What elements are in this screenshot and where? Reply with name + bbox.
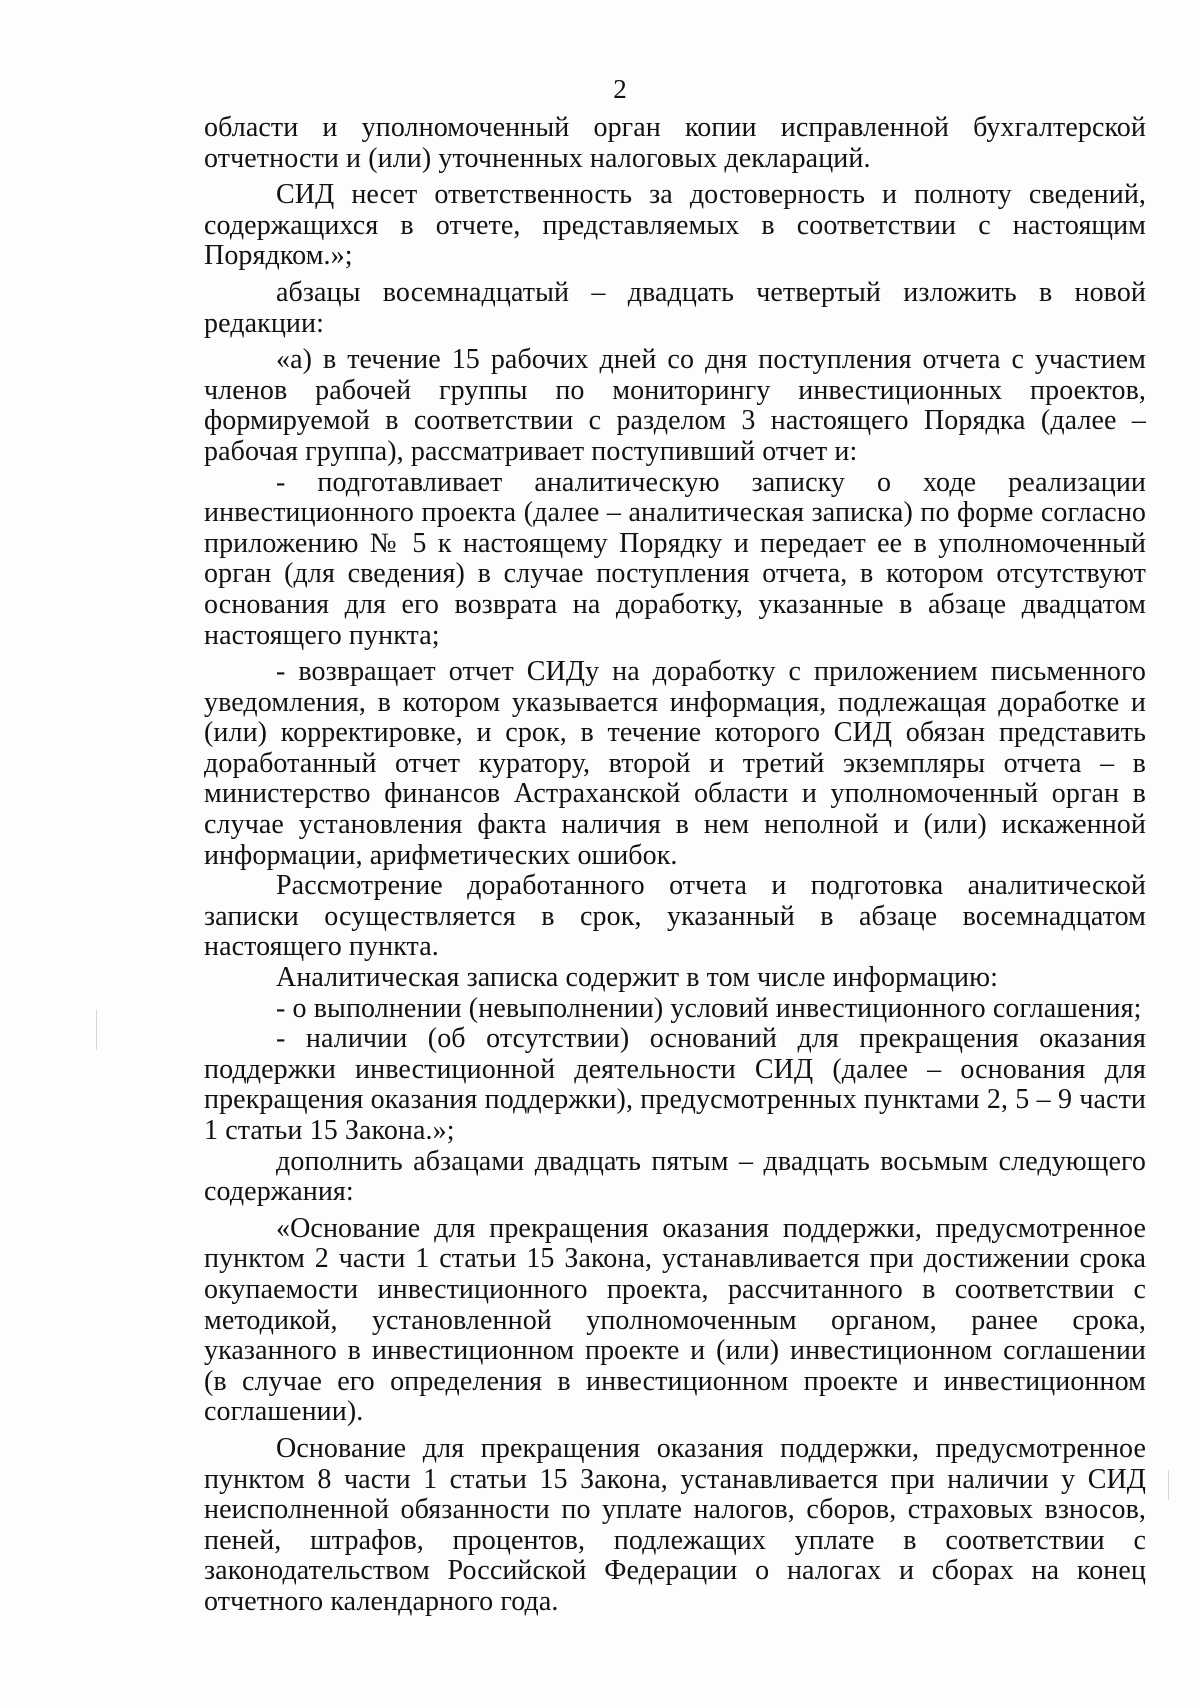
paragraph: Рассмотрение доработанного отчета и подготовка аналитической записки осуществляется в срок, указанный в абзаце восемнадцатом настоящего пункта. <box>204 870 1146 963</box>
paragraph: Аналитическая записка содержит в том числе информацию: <box>276 962 999 994</box>
paragraph: - возвращает отчет СИДу на доработку с приложением письменного уведомления, в котором указывается информация, подлежащая доработке и (или) корректировке, и срок, в течение которого СИД обязан представить доработанный отчет куратору, второй и третий экземпляры отчета – в министерство финансов Астраханской области и уполномоченный орган в случае установления факта наличия в нем неполной и (или) искаженной информации, арифметических ошибок. <box>204 656 1146 871</box>
scan-artifact-left <box>96 1010 97 1050</box>
paragraph: - о выполнении (невыполнении) условий инвестиционного соглашения; <box>276 992 1142 1024</box>
paragraph: Основание для прекращения оказания поддержки, предусмотренное пунктом 8 части 1 статьи 15 Закона, устанавливается при наличии у СИД неисполненной обязанности по уплате налогов, сборов, страховых взносов, пеней, штрафов, процентов, подлежащих уплате в соответствии с законодательством Российской Федерации о налогах и сборах на конец отчетного календарного года. <box>204 1432 1146 1617</box>
paragraph: абзацы восемнадцатый – двадцать четвертый изложить в новой редакции: <box>204 276 1146 339</box>
paragraph: - наличии (об отсутствии) оснований для прекращения оказания поддержки инвестиционной деятельности СИД (далее – основания для прекращения оказания поддержки), предусмотренных пунктами 2, 5 – 9 части 1 статьи 15 Закона.»; <box>204 1023 1146 1146</box>
scan-artifact-right <box>1168 1470 1169 1500</box>
paragraph: «Основание для прекращения оказания поддержки, предусмотренное пунктом 2 части 1 статьи 15 Закона, устанавливается при достижении срока окупаемости инвестиционного проекта, рассчитанного в соответствии с методикой, установленной уполномоченным органом, ранее срока, указанного в инвестиционном проекте и (или) инвестиционном соглашении (в случае его определения в инвестиционном проекте и инвестиционном соглашении). <box>204 1212 1146 1428</box>
paragraph: - подготавливает аналитическую записку о ходе реализации инвестиционного проекта (далее – аналитическая записка) по форме согласно приложению № 5 к настоящему Порядку и передает ее в уполномоченный орган (для сведения) в случае поступления отчета, в котором отсутствуют основания для его возврата на доработку, указанные в абзаце двадцатом настоящего пункта; <box>204 466 1146 651</box>
paragraph: области и уполномоченный орган копии исправленной бухгалтерской отчетности и (или) уточненных налоговых деклараций. <box>204 112 1146 174</box>
paragraph: СИД несет ответственность за достоверность и полноту сведений, содержащихся в отчете, представляемых в соответствии с настоящим Порядком.»; <box>204 179 1146 272</box>
document-body <box>204 113 1146 1618</box>
paragraph: дополнить абзацами двадцать пятым – двадцать восьмым следующего содержания: <box>204 1145 1146 1208</box>
paragraph: «а) в течение 15 рабочих дней со дня поступления отчета с участием членов рабочей группы по мониторингу инвестиционных проектов, формируемой в соответствии с разделом 3 настоящего Порядка (далее – рабочая группа), рассматривает поступивший отчет и: <box>204 344 1146 467</box>
page-number: 2 <box>613 74 627 104</box>
